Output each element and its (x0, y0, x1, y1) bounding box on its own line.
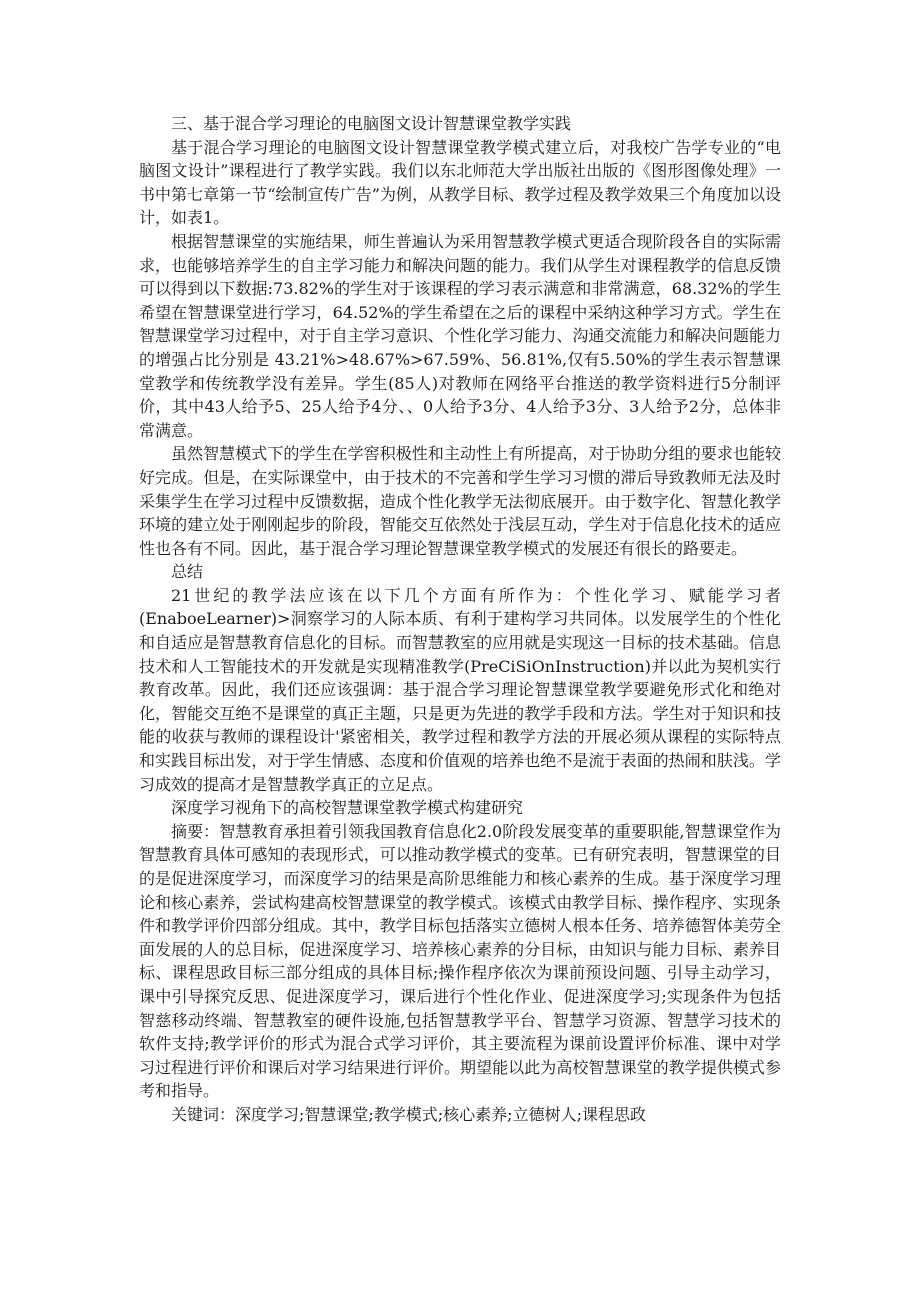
abstract-paragraph: 摘要：智慧教育承担着引领我国教育信息化2.0阶段发展变革的重要职能,智慧课堂作为智慧教育具体可感知的表现形式，可以推动教学模式的变革。已有研究表明，智慧课堂的目的是促进深度学习，而深度学习的结果是高阶思维能力和核心素养的生成。基于深度学习理论和核心素养，尝试构建高校智慧课堂的教学模式。该模式由教学目标、操作程序、实现条件和教学评价四部分组成。其中，教学目标包括落实立德树人根本任务、培养德智体美劳全面发展的人的总目标，促进深度学习、培养核心素养的分目标，由知识与能力目标、素养目标、课程思政目标三部分组成的具体目标;操作程序依次为课前预设问题、引导主动学习，课中引导探究反思、促进深度学习，课后进行个性化作业、促进深度学习;实现条件为包括智慈移动终端、智慧教室的硬件设施,包括智慧教学平台、智慧学习资源、智慧学习技术的软件支持;教学评价的形式为混合式学习评价，其主要流程为课前设置评价标准、课中对学习过程进行评价和课后对学习结果进行评价。期望能以此为高校智慧课堂的教学提供模式参考和指导。 (139, 821, 781, 1101)
document-page (139, 112, 781, 1127)
keywords-line: 关键词：深度学习;智慧课堂;教学模式;核心素养;立德树人;课程思政 (171, 1104, 646, 1124)
paragraph-practice-intro: 基于混合学习理论的电脑图文设计智慧课堂教学模式建立后，对我校广告学专业的“电脑图文设计”课程进行了教学实践。我们以东北师范大学出版社出版的《图形图像处理》一书中第七章第一节“绘制宣传广告”为例，从教学目标、教学过程及教学效果三个角度加以设计，如表1。 (139, 137, 781, 228)
paragraph-limitations: 虽然智慧模式下的学生在学窖积极性和主动性上有所提高，对于协助分组的要求也能较好完成。但是，在实际课堂中，由于技术的不完善和学生学习习惯的滞后导致教师无法及时采集学生在学习过程中反馈数据，造成个性化教学无法彻底展开。由于数字化、智慧化教学环境的建立处于刚刚起步的阶段，智能交互依然处于浅层互动，学生对于信息化技术的适应性也各有不同。因此，基于混合学习理论智慧课堂教学模式的发展还有很长的路要走。 (139, 444, 781, 558)
paragraph-results: 根据智慧课堂的实施结果，师生普遍认为采用智慧教学模式更适合现阶段各自的实际需求，也能够培养学生的自主学习能力和解决问题的能力。我们从学生对课程教学的信息反馈可以得到以下数据:73.82%的学生对于该课程的学习表示满意和非常满意，68.32%的学生希望在智慧课堂进行学习，64.52%的学生希望在之后的课程中采纳这种学习方式。学生在智慧课堂学习过程中，对于自主学习意识、个性化学习能力、沟通交流能力和解决问题能力的增强占比分别是 43.21%>48.67%>67.59%、56.81%,仅有5.50%的学生表示智慧课堂教学和传统教学没有差异。学生(85人)对教师在网络平台推送的教学资料进行5分制评价，其中43人给予5、25人给予4分、、0人给予3分、4人给予3分、3人给予2分，总体非常满意。 (139, 231, 781, 440)
summary-heading: 总结 (171, 562, 204, 582)
article-title: 深度学习视角下的高校智慧课堂教学模式构建研究 (171, 798, 524, 818)
paragraph-summary: 21世纪的教学法应该在以下几个方面有所作为：个性化学习、赋能学习者(EnaboeLearner)>洞察学习的人际本质、有利于建构学习共同体。以发展学生的个性化和自适应是智慧教育信息化的目标。而智慧教室的应用就是实现这一目标的技术基础。信息技术和人工智能技术的开发就是实现精准教学(PreCiSiOnInstruction)并以此为契机实行教育改革。因此，我们还应该强调：基于混合学习理论智慧课堂教学要避免形式化和绝对化，智能交互绝不是课堂的真正主题，只是更为先进的教学手段和方法。学生对于知识和技能的收获与教师的课程设计'紧密相关，教学过程和教学方法的开展必须从课程的实际特点和实践目标出发，对于学生情感、态度和价值观的培养也绝不是流于表面的热闹和肤浅。学习成效的提高才是智慧教学真正的立足点。 (139, 585, 781, 794)
section-heading: 三、基于混合学习理论的电脑图文设计智慧课堂教学实践 (171, 114, 572, 133)
